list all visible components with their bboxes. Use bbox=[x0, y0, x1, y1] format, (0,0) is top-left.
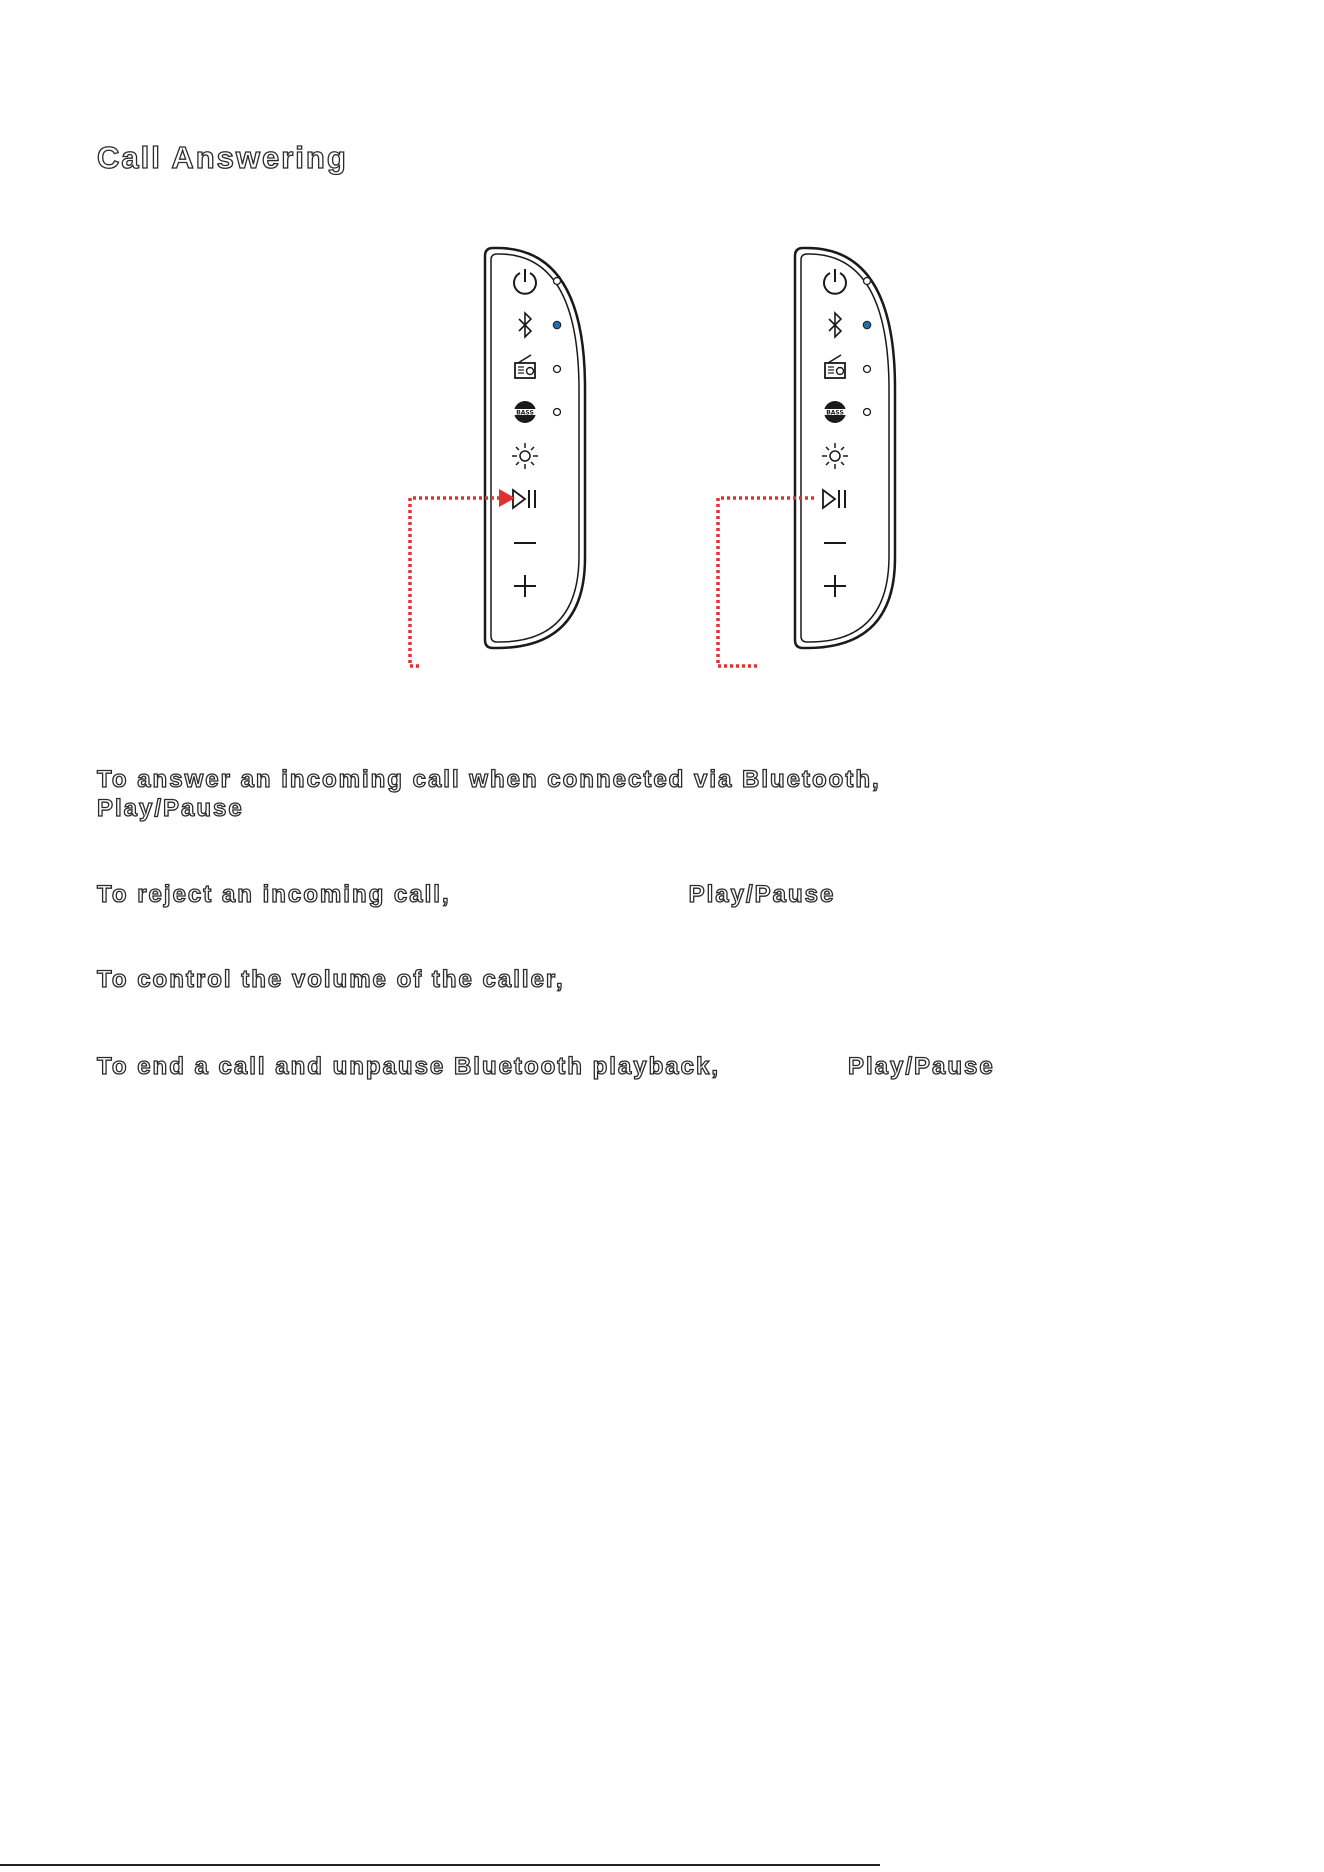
right-panel bbox=[795, 248, 895, 648]
bluetooth-led bbox=[553, 321, 561, 329]
answer-call-button-name: Play/Pause bbox=[97, 795, 244, 822]
end-call-button-name: Play/Pause bbox=[847, 1053, 995, 1080]
control-panel-figure bbox=[0, 220, 1324, 690]
left-panel bbox=[485, 248, 585, 648]
answer-call-paragraph bbox=[97, 765, 881, 823]
end-call-paragraph bbox=[97, 1052, 995, 1081]
bass-led bbox=[554, 409, 561, 416]
svg-text:BASS: BASS bbox=[516, 409, 534, 417]
footer-rule bbox=[0, 1864, 880, 1866]
power-led bbox=[864, 278, 871, 285]
caller-volume-text: To control the volume of the caller, bbox=[97, 966, 565, 993]
bluetooth-led bbox=[863, 321, 871, 329]
radio-led bbox=[554, 366, 561, 373]
reject-call-button-name: Play/Pause bbox=[688, 881, 836, 908]
caller-volume-paragraph bbox=[97, 965, 565, 994]
bass-led bbox=[864, 409, 871, 416]
power-led bbox=[554, 278, 561, 285]
radio-led bbox=[864, 366, 871, 373]
end-call-text: To end a call and unpause Bluetooth playback, bbox=[97, 1053, 720, 1080]
reject-call-text: To reject an incoming call, bbox=[97, 881, 451, 908]
reject-call-paragraph bbox=[97, 880, 835, 909]
svg-text:BASS: BASS bbox=[826, 409, 844, 417]
answer-call-text: To answer an incoming call when connected via Bluetooth, bbox=[97, 766, 881, 793]
page-title: Call Answering bbox=[97, 140, 348, 175]
